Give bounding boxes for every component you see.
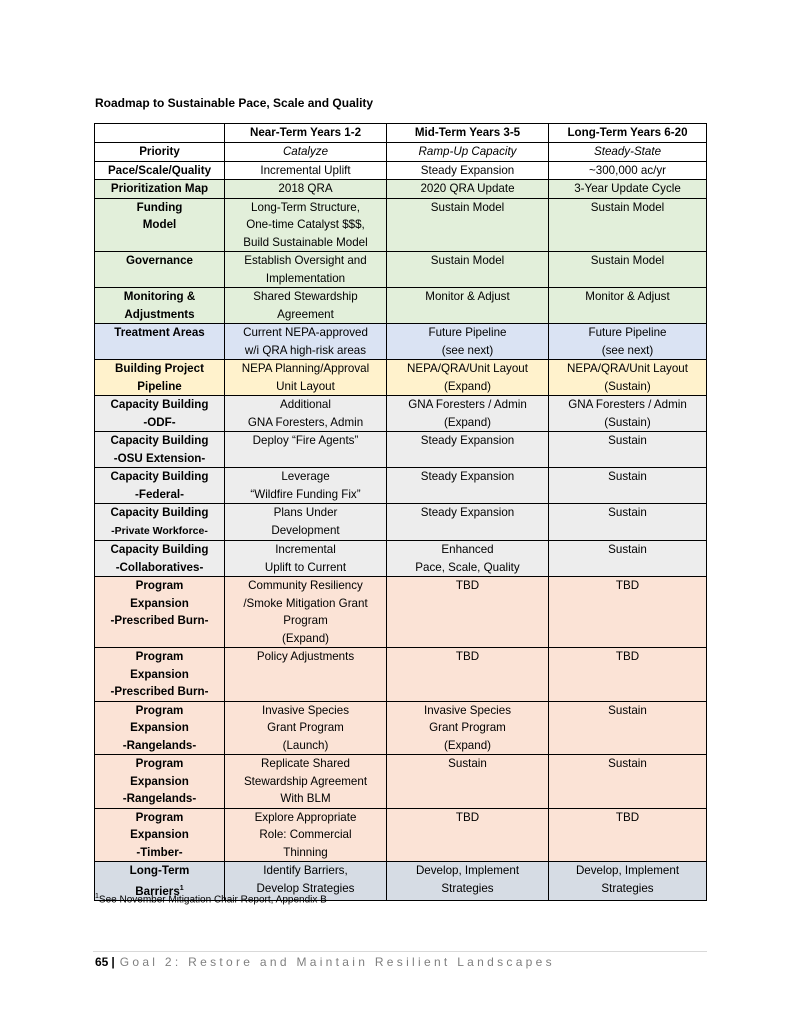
cell-mid-term: GNA Foresters / Admin (Expand): [387, 396, 549, 432]
cell-long-term: Develop, Implement Strategies: [549, 862, 707, 901]
row-label-text: Capacity Building -Federal-: [110, 470, 209, 501]
cell-long-term: Sustain: [549, 541, 707, 577]
cell-mid-term: Steady Expansion: [387, 504, 549, 541]
row-label-text: Pace/Scale/Quality: [107, 163, 212, 177]
cell-long-term: TBD: [549, 577, 707, 648]
cell-near-term: Leverage “Wildfire Funding Fix”: [225, 468, 387, 504]
cell-long-term: TBD: [549, 648, 707, 702]
row-label-text: Program Expansion -Rangelands-: [122, 757, 197, 805]
row-label-text: Capacity Building -OSU Extension-: [110, 434, 209, 465]
row-label: [95, 541, 225, 577]
cell-long-term: Future Pipeline (see next): [549, 324, 707, 360]
row-label-text: Program Expansion -Prescribed Burn-: [110, 650, 209, 698]
cell-near-term: NEPA Planning/Approval Unit Layout: [225, 360, 387, 396]
table-row: [95, 180, 707, 199]
row-label-text: Capacity Building: [110, 506, 209, 519]
row-label: [95, 288, 225, 324]
table-row: [95, 324, 707, 360]
cell-mid-term: Steady Expansion: [387, 468, 549, 504]
cell-mid-term: Steady Expansion: [387, 161, 549, 180]
cell-long-term: Sustain Model: [549, 252, 707, 288]
row-label: [95, 324, 225, 360]
cell-near-term: 2018 QRA: [225, 180, 387, 199]
table-row: [95, 468, 707, 504]
row-label: [95, 808, 225, 862]
cell-mid-term: NEPA/QRA/Unit Layout (Expand): [387, 360, 549, 396]
cell-long-term: NEPA/QRA/Unit Layout (Sustain): [549, 360, 707, 396]
table-row: [95, 432, 707, 468]
row-label-text: Program Expansion -Rangelands-: [122, 703, 197, 752]
page-title: Roadmap to Sustainable Pace, Scale and Quality: [95, 96, 374, 110]
row-label: [95, 432, 225, 468]
cell-near-term: Catalyze: [225, 143, 387, 162]
row-label-text: Prioritization Map: [110, 182, 209, 195]
table-row: [95, 541, 707, 577]
cell-near-term: Invasive Species Grant Program (Launch): [225, 701, 387, 755]
cell-long-term: Sustain: [549, 504, 707, 541]
row-label: [95, 504, 225, 541]
cell-near-term: Deploy “Fire Agents”: [225, 432, 387, 468]
row-label: [95, 577, 225, 648]
row-label-text: Monitoring & Adjustments: [123, 290, 196, 321]
row-label: [95, 252, 225, 288]
cell-near-term: Additional GNA Foresters, Admin: [225, 396, 387, 432]
footer-section-title: Goal 2: Restore and Maintain Resilient Landscapes: [119, 955, 555, 969]
table-row: [95, 396, 707, 432]
row-label: [95, 180, 225, 199]
row-label-text: Governance: [125, 254, 193, 267]
table-row: [95, 755, 707, 809]
cell-mid-term: Sustain Model: [387, 252, 549, 288]
table-row: [95, 648, 707, 702]
cell-mid-term: Develop, Implement Strategies: [387, 862, 549, 901]
row-label-text: Program Expansion -Timber-: [130, 810, 189, 859]
row-label-text: Capacity Building -ODF-: [110, 398, 209, 429]
cell-near-term: Long-Term Structure, One-time Catalyst $$$, Build Sustainable Model: [225, 198, 387, 252]
page-number: 65: [95, 955, 109, 969]
cell-long-term: GNA Foresters / Admin (Sustain): [549, 396, 707, 432]
table-header-row: [95, 124, 707, 143]
cell-mid-term: TBD: [387, 648, 549, 702]
roadmap-table: [94, 123, 707, 901]
footnote-marker: 1: [95, 893, 99, 900]
cell-mid-term: Sustain: [387, 755, 549, 809]
cell-near-term: Explore Appropriate Role: Commercial Thinning: [225, 808, 387, 862]
cell-long-term: TBD: [549, 808, 707, 862]
cell-long-term: Sustain: [549, 755, 707, 809]
row-label-subtext: -Private Workforce-: [111, 524, 208, 537]
row-label-text: Building Project Pipeline: [115, 362, 204, 393]
row-label: [95, 360, 225, 396]
page-footer: [95, 955, 555, 969]
row-label: [95, 755, 225, 809]
header-mid-term: Mid-Term Years 3-5: [387, 124, 549, 143]
cell-mid-term: Invasive Species Grant Program (Expand): [387, 701, 549, 755]
cell-near-term: Establish Oversight and Implementation: [225, 252, 387, 288]
table-row: [95, 504, 707, 541]
cell-near-term: Shared Stewardship Agreement: [225, 288, 387, 324]
table-row: [95, 252, 707, 288]
footer-separator: |: [111, 955, 115, 969]
row-label: [95, 143, 225, 162]
header-long-term: Long-Term Years 6-20: [549, 124, 707, 143]
table-row: [95, 143, 707, 162]
cell-near-term: Incremental Uplift to Current: [225, 541, 387, 577]
cell-mid-term: Sustain Model: [387, 198, 549, 252]
cell-long-term: 3-Year Update Cycle: [549, 180, 707, 199]
cell-near-term: Current NEPA-approved w/i QRA high-risk areas: [225, 324, 387, 360]
row-label-text: Capacity Building -Collaboratives-: [110, 543, 209, 574]
cell-mid-term: Monitor & Adjust: [387, 288, 549, 324]
table-row: [95, 808, 707, 862]
table-row: [95, 577, 707, 648]
row-label: [95, 648, 225, 702]
header-blank-cell: [95, 124, 225, 143]
table-row: [95, 701, 707, 755]
cell-long-term: Sustain: [549, 701, 707, 755]
row-label-text: Long-Term Barriers: [129, 864, 190, 898]
table-row: [95, 161, 707, 180]
cell-near-term: Policy Adjustments: [225, 648, 387, 702]
row-label-text: Program Expansion -Prescribed Burn-: [110, 579, 209, 627]
row-label-text: Priority: [139, 145, 180, 158]
cell-near-term: Incremental Uplift: [225, 161, 387, 180]
cell-long-term: Sustain Model: [549, 198, 707, 252]
row-label: [95, 161, 225, 180]
cell-long-term: Sustain: [549, 468, 707, 504]
cell-mid-term: 2020 QRA Update: [387, 180, 549, 199]
cell-near-term: Plans Under Development: [225, 504, 387, 541]
row-label-text: Funding Model: [136, 200, 183, 231]
header-near-term: Near-Term Years 1-2: [225, 124, 387, 143]
cell-long-term: Sustain: [549, 432, 707, 468]
cell-mid-term: Steady Expansion: [387, 432, 549, 468]
footnote: [95, 893, 327, 905]
row-label: [95, 701, 225, 755]
cell-mid-term: TBD: [387, 808, 549, 862]
table-row: [95, 198, 707, 252]
footnote-marker: 1: [179, 884, 184, 892]
footnote-text: See November Mitigation Chair Report, Appendix B: [98, 894, 327, 906]
cell-long-term: Monitor & Adjust: [549, 288, 707, 324]
row-label-text: Treatment Areas: [114, 326, 205, 339]
cell-long-term: Steady-State: [549, 143, 707, 162]
table-row: [95, 360, 707, 396]
table-body: [95, 143, 707, 901]
cell-mid-term: Ramp-Up Capacity: [387, 143, 549, 162]
row-label: [95, 468, 225, 504]
table-row: [95, 288, 707, 324]
cell-mid-term: TBD: [387, 577, 549, 648]
cell-near-term: Identify Barriers, Develop Strategies: [225, 862, 387, 901]
cell-near-term: Community Resiliency /Smoke Mitigation Grant Program (Expand): [225, 577, 387, 648]
cell-near-term: Replicate Shared Stewardship Agreement With BLM: [225, 755, 387, 809]
footer-divider: [93, 951, 707, 952]
cell-mid-term: Future Pipeline (see next): [387, 324, 549, 360]
cell-mid-term: Enhanced Pace, Scale, Quality: [387, 541, 549, 577]
cell-long-term: ~300,000 ac/yr: [549, 161, 707, 180]
row-label: [95, 198, 225, 252]
row-label: [95, 396, 225, 432]
